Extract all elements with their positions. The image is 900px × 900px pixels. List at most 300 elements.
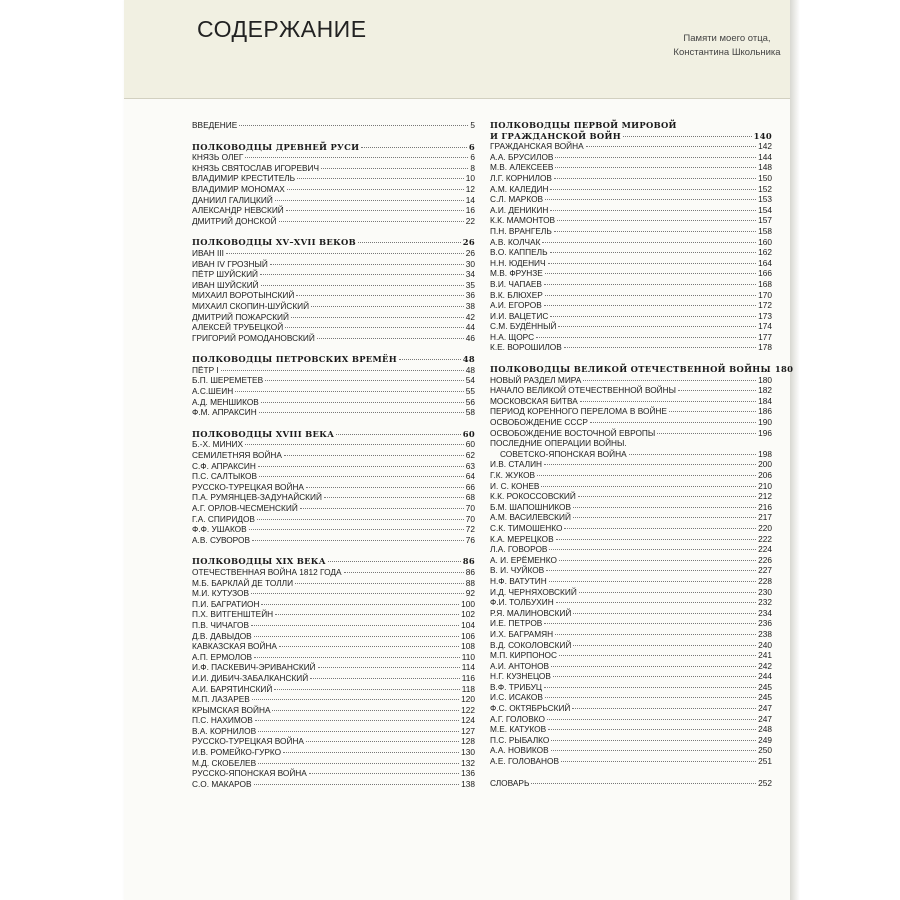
toc-entry[interactable] <box>490 311 772 322</box>
section-gap <box>192 343 475 354</box>
section-gap <box>490 353 772 364</box>
toc-entry[interactable] <box>192 747 475 758</box>
toc-page-number: 48 <box>465 364 475 375</box>
dot-leader <box>556 539 756 540</box>
toc-entry[interactable] <box>490 703 772 714</box>
toc-section-heading[interactable] <box>192 556 475 567</box>
toc-page-number: 30 <box>465 258 475 269</box>
dot-leader <box>564 347 756 348</box>
toc-entry[interactable] <box>490 523 772 534</box>
dot-leader <box>546 570 756 571</box>
dot-leader <box>239 125 468 126</box>
page-edge-shadow <box>790 0 800 900</box>
toc-entry[interactable] <box>192 758 475 769</box>
toc-entry[interactable] <box>192 216 475 227</box>
toc-entry[interactable] <box>192 503 475 514</box>
dot-leader <box>258 466 464 467</box>
toc-entry-title: Р.Я. МАЛИНОВСКИЙ <box>490 607 572 618</box>
page-title: СОДЕРЖАНИЕ <box>197 16 367 42</box>
toc-entry[interactable] <box>192 694 475 705</box>
toc-page-number: 164 <box>758 257 772 268</box>
toc-entry[interactable] <box>490 640 772 651</box>
toc-page-number: 72 <box>465 524 475 535</box>
toc-page-number: 177 <box>758 331 772 342</box>
toc-entry[interactable] <box>192 768 475 779</box>
toc-entry[interactable] <box>490 692 772 703</box>
toc-entry[interactable] <box>490 565 772 576</box>
dot-leader <box>561 761 756 762</box>
toc-page-number: 234 <box>758 607 772 618</box>
toc-entry[interactable] <box>490 215 772 226</box>
toc-page-number: 55 <box>465 386 475 397</box>
toc-entry-title: К.А. МЕРЕЦКОВ <box>490 533 554 544</box>
toc-entry[interactable] <box>192 386 475 397</box>
toc-entry[interactable] <box>490 682 772 693</box>
toc-page-number: 230 <box>758 586 772 597</box>
toc-entry[interactable] <box>192 588 475 599</box>
toc-entry[interactable] <box>192 301 475 312</box>
dot-leader <box>579 592 756 593</box>
toc-entry-title: МИХАИЛ СКОПИН-ШУЙСКИЙ <box>192 300 310 311</box>
toc-entry-title: Ф.Ф. УШАКОВ <box>192 524 247 535</box>
toc-entry[interactable] <box>490 205 772 216</box>
dot-leader <box>310 678 460 679</box>
toc-page-number: 228 <box>758 575 772 586</box>
toc-page-number: 182 <box>758 385 772 396</box>
dot-leader <box>399 359 461 360</box>
toc-entry[interactable] <box>490 152 772 163</box>
toc-entry-title: В.А. КОРНИЛОВ <box>192 725 257 736</box>
dot-leader <box>259 476 464 477</box>
toc-entry[interactable] <box>192 184 475 195</box>
toc-entry[interactable] <box>490 449 772 460</box>
toc-entry-title: МИХАИЛ ВОРОТЫНСКИЙ <box>192 290 295 301</box>
toc-page-number: 140 <box>753 130 772 141</box>
toc-entry[interactable] <box>490 661 772 672</box>
dot-leader <box>559 560 756 561</box>
toc-page-number: 170 <box>758 289 772 300</box>
toc-page-number: 252 <box>758 777 772 788</box>
toc-entry[interactable] <box>192 631 475 642</box>
toc-entry[interactable] <box>490 470 772 481</box>
toc-entry-title: К.К. РОКОССОВСКИЙ <box>490 491 576 502</box>
toc-entry-title: ДМИТРИЙ ДОНСКОЙ <box>192 215 277 226</box>
toc-entry[interactable] <box>192 333 475 344</box>
toc-page-number: 224 <box>758 544 772 555</box>
toc-entry[interactable] <box>490 608 772 619</box>
toc-entry[interactable] <box>192 322 475 333</box>
toc-entry-title: СОВЕТСКО-ЯПОНСКАЯ ВОЙНА <box>500 448 627 459</box>
toc-entry-title: ДМИТРИЙ ПОЖАРСКИЙ <box>192 311 289 322</box>
dot-leader <box>551 750 757 751</box>
toc-page-number: 180 <box>758 374 772 385</box>
toc-page-number: 64 <box>465 471 475 482</box>
section-gap <box>490 767 772 778</box>
toc-entry-title: М.В. ФРУНЗЕ <box>490 268 543 279</box>
dot-leader <box>556 602 756 603</box>
dot-leader <box>245 444 464 445</box>
toc-entry[interactable] <box>192 195 475 206</box>
toc-page-number: 12 <box>465 183 475 194</box>
toc-entry-title: П.В. ЧИЧАГОВ <box>192 619 249 630</box>
toc-page-number: 217 <box>758 512 772 523</box>
toc-entry-title: КАВКАЗСКАЯ ВОЙНА <box>192 641 277 652</box>
toc-page-number: 86 <box>465 566 475 577</box>
toc-page-number: 58 <box>465 407 475 418</box>
toc-page-number: 110 <box>461 651 475 662</box>
toc-page-number: 6 <box>470 152 475 163</box>
toc-page-number: 206 <box>758 470 772 480</box>
toc-entry[interactable] <box>490 342 772 353</box>
dot-leader <box>572 708 756 709</box>
dot-leader <box>547 719 756 720</box>
toc-entry[interactable] <box>490 428 772 439</box>
toc-entry-title: ПЁТР ШУЙСКИЙ <box>192 269 258 280</box>
toc-entry[interactable] <box>192 152 475 163</box>
dot-leader <box>261 604 459 605</box>
toc-entry-title: ДАНИИЛ ГАЛИЦКИЙ <box>192 194 273 205</box>
toc-entry[interactable] <box>490 756 772 767</box>
toc-entry-title: И.Д. ЧЕРНЯХОВСКИЙ <box>490 586 577 597</box>
toc-entry[interactable] <box>490 321 772 332</box>
toc-entry-title: В.Ф. ТРИБУЦ <box>490 681 542 692</box>
toc-page-number: 216 <box>758 501 772 512</box>
toc-entry-title: И.Е. ПЕТРОВ <box>490 618 543 629</box>
dot-leader <box>549 549 756 550</box>
dot-leader <box>678 390 756 391</box>
toc-entry-title: К.Е. ВОРОШИЛОВ <box>490 342 562 353</box>
toc-entry-title: ОСВОБОЖДЕНИЕ СССР <box>490 417 588 428</box>
toc-entry[interactable] <box>490 534 772 545</box>
toc-page-number: 48 <box>462 354 475 365</box>
dot-leader <box>283 752 459 753</box>
toc-page-number: 174 <box>758 321 772 332</box>
toc-entry[interactable] <box>490 375 772 386</box>
toc-page-number: 232 <box>758 597 772 608</box>
toc-page-number: 26 <box>465 247 475 258</box>
toc-entry-title: АЛЕКСАНДР НЕВСКИЙ <box>192 205 284 216</box>
toc-entry[interactable] <box>490 481 772 492</box>
toc-entry-title: И.И. ДИБИЧ-ЗАБАЛКАНСКИЙ <box>192 672 309 683</box>
toc-entry-title: СЕМИЛЕТНЯЯ ВОЙНА <box>192 450 282 461</box>
dot-leader <box>669 411 756 412</box>
toc-entry-title: КНЯЗЬ СВЯТОСЛАВ ИГОРЕВИЧ <box>192 162 320 173</box>
toc-section-heading[interactable] <box>490 120 772 131</box>
toc-entry[interactable] <box>192 535 475 546</box>
toc-page-number: 249 <box>758 734 772 745</box>
toc-entry-title: М.Е. КАТУКОВ <box>490 724 547 735</box>
dot-leader <box>344 572 464 573</box>
toc-entry[interactable] <box>490 184 772 195</box>
toc-section-heading[interactable] <box>490 131 772 142</box>
dot-leader <box>275 200 464 201</box>
dot-leader <box>573 645 756 646</box>
toc-entry[interactable] <box>490 597 772 608</box>
toc-entry[interactable] <box>192 715 475 726</box>
toc-entry[interactable] <box>192 662 475 673</box>
toc-entry-title: А.И. ДЕНИКИН <box>490 204 549 215</box>
toc-entry[interactable] <box>490 173 772 184</box>
dot-leader <box>545 273 756 274</box>
toc-entry[interactable] <box>192 514 475 525</box>
toc-entry[interactable] <box>192 578 475 589</box>
toc-entry[interactable] <box>192 492 475 503</box>
toc-entry-title: ГРАЖДАНСКАЯ ВОЙНА <box>490 141 584 152</box>
dot-leader <box>254 636 459 637</box>
toc-page-number: 157 <box>758 215 772 226</box>
dot-leader <box>545 199 756 200</box>
dot-leader <box>306 741 459 742</box>
toc-page-number: 247 <box>758 713 772 724</box>
toc-entry[interactable] <box>192 407 475 418</box>
toc-entry[interactable] <box>192 439 475 450</box>
toc-entry-title: НАЧАЛО ВЕЛИКОЙ ОТЕЧЕСТВЕННОЙ ВОЙНЫ <box>490 385 676 396</box>
dot-leader <box>590 422 756 423</box>
toc-entry[interactable] <box>192 524 475 535</box>
toc-page-number: 184 <box>758 395 772 406</box>
toc-page-number: 136 <box>461 768 475 779</box>
toc-page-number: 102 <box>461 609 475 620</box>
toc-entry[interactable] <box>192 269 475 280</box>
toc-page-number: 200 <box>758 459 772 470</box>
toc-entry-title: Ф.М. АПРАКСИН <box>192 407 257 418</box>
toc-page-number: 10 <box>465 173 475 184</box>
dot-leader <box>328 561 461 562</box>
toc-entry-title: МОСКОВСКАЯ БИТВА <box>490 395 578 406</box>
section-gap <box>192 131 475 142</box>
toc-entry[interactable] <box>192 620 475 631</box>
dot-leader <box>324 497 464 498</box>
toc-page-number: 168 <box>758 278 772 289</box>
toc-entry-title: А.М. ВАСИЛЕВСКИЙ <box>490 512 571 523</box>
dot-leader <box>541 486 756 487</box>
toc-entry[interactable] <box>490 576 772 587</box>
toc-page-number: 36 <box>465 290 475 301</box>
toc-entry-title: АЛЕКСЕЙ ТРУБЕЦКОЙ <box>192 322 284 333</box>
toc-entry[interactable] <box>192 120 475 131</box>
toc-entry[interactable] <box>192 173 475 184</box>
dot-leader <box>252 540 464 541</box>
toc-entry[interactable] <box>192 726 475 737</box>
toc-entry[interactable] <box>490 258 772 269</box>
toc-page-number: 196 <box>758 427 772 438</box>
toc-entry[interactable] <box>192 280 475 291</box>
toc-entry[interactable] <box>192 609 475 620</box>
toc-entry-title: П.Н. ВРАНГЕЛЬ <box>490 225 552 236</box>
toc-entry[interactable] <box>192 375 475 386</box>
toc-entry[interactable] <box>192 641 475 652</box>
dot-leader <box>555 167 756 168</box>
toc-entry[interactable] <box>490 417 772 428</box>
dot-leader <box>551 740 756 741</box>
toc-page-number: 154 <box>758 204 772 215</box>
toc-entry[interactable] <box>490 650 772 661</box>
toc-entry[interactable] <box>490 491 772 502</box>
toc-entry[interactable] <box>490 512 772 523</box>
toc-entry[interactable] <box>192 397 475 408</box>
dot-leader <box>259 412 464 413</box>
toc-entry[interactable] <box>490 555 772 566</box>
toc-entry[interactable] <box>490 778 772 789</box>
toc-entry[interactable] <box>192 673 475 684</box>
toc-page-number: 100 <box>461 598 475 609</box>
toc-entry[interactable] <box>192 482 475 493</box>
dot-leader <box>270 264 464 265</box>
dot-leader <box>548 729 756 730</box>
toc-entry[interactable] <box>490 290 772 301</box>
toc-entry-title: ВЛАДИМИР МОНОМАХ <box>192 183 285 194</box>
toc-entry[interactable] <box>192 205 475 216</box>
toc-entry[interactable] <box>490 714 772 725</box>
toc-page-number: 116 <box>461 672 475 683</box>
toc-entry[interactable] <box>490 268 772 279</box>
toc-entry-title: ИВАН III <box>192 247 224 258</box>
toc-page-number: 238 <box>758 628 772 639</box>
toc-entry-title: Б.-Х. МИНИХ <box>192 439 244 450</box>
dot-leader <box>291 317 464 318</box>
toc-entry-title: М.В. АЛЕКСЕЕВ <box>490 162 554 173</box>
toc-page-number: 128 <box>461 736 475 747</box>
toc-entry-title: И.В. СТАЛИН <box>490 459 543 470</box>
dot-leader <box>309 773 459 774</box>
dot-leader <box>285 327 464 328</box>
toc-page-number: 150 <box>758 172 772 183</box>
toc-entry[interactable] <box>490 194 772 205</box>
toc-entry[interactable] <box>490 438 772 449</box>
toc-page-number: 54 <box>465 375 475 386</box>
toc-entry[interactable] <box>192 259 475 270</box>
toc-entry[interactable] <box>490 724 772 735</box>
toc-entry[interactable] <box>192 365 475 376</box>
toc-entry-title: А.И. ЕГОРОВ <box>490 300 542 311</box>
toc-entry-title: А.И. АНТОНОВ <box>490 660 550 671</box>
dot-leader <box>558 326 756 327</box>
toc-entry[interactable] <box>490 745 772 756</box>
toc-entry-title: А.С.ШЕИН <box>192 386 234 397</box>
toc-section-heading[interactable] <box>192 237 475 248</box>
dot-leader <box>548 263 757 264</box>
toc-entry[interactable] <box>490 587 772 598</box>
dot-leader <box>550 189 756 190</box>
toc-page-number: 16 <box>465 205 475 216</box>
dot-leader <box>260 274 464 275</box>
toc-entry[interactable] <box>192 290 475 301</box>
toc-entry[interactable] <box>490 237 772 248</box>
toc-entry[interactable] <box>490 629 772 640</box>
toc-entry[interactable] <box>192 163 475 174</box>
dot-leader <box>550 210 756 211</box>
toc-entry[interactable] <box>490 618 772 629</box>
toc-page-number: 226 <box>758 554 772 565</box>
toc-page-number: 86 <box>462 556 475 567</box>
toc-page-number: 198 <box>758 448 772 459</box>
toc-entry[interactable] <box>192 779 475 790</box>
dot-leader <box>580 401 756 402</box>
toc-entry[interactable] <box>192 248 475 259</box>
toc-entry-title: ПЕРИОД КОРЕННОГО ПЕРЕЛОМА В ВОЙНЕ <box>490 406 667 417</box>
toc-page-number: 14 <box>465 194 475 205</box>
toc-entry[interactable] <box>192 652 475 663</box>
toc-entry[interactable] <box>490 300 772 311</box>
toc-section-heading[interactable] <box>490 364 794 375</box>
toc-section-heading[interactable] <box>192 354 475 365</box>
toc-page-number: 106 <box>461 630 475 641</box>
dedication <box>668 32 786 60</box>
toc-entry[interactable] <box>192 736 475 747</box>
dot-leader <box>623 136 752 137</box>
toc-entry[interactable] <box>192 599 475 610</box>
toc-entry-title: С.К. ТИМОШЕНКО <box>490 522 563 533</box>
dot-leader <box>251 593 464 594</box>
toc-entry[interactable] <box>490 162 772 173</box>
toc-entry-title: П.Х. ВИТГЕНШТЕЙН <box>192 609 274 620</box>
toc-entry-title: Б.П. ШЕРЕМЕТЕВ <box>192 375 264 386</box>
toc-entry[interactable] <box>490 385 772 396</box>
toc-entry[interactable] <box>490 502 772 513</box>
toc-entry-title: Б.М. ШАПОШНИКОВ <box>490 501 572 512</box>
toc-entry-title: Н.Ф. ВАТУТИН <box>490 575 547 586</box>
toc-page-number: 173 <box>758 310 772 321</box>
toc-entry[interactable] <box>490 226 772 237</box>
toc-entry[interactable] <box>490 247 772 258</box>
dot-leader <box>550 316 756 317</box>
toc-entry[interactable] <box>192 312 475 323</box>
toc-entry[interactable] <box>490 396 772 407</box>
toc-page-number: 160 <box>758 236 772 247</box>
toc-section-heading[interactable] <box>192 142 475 153</box>
toc-entry-title: А.Г. ГОЛОВКО <box>490 713 545 724</box>
toc-entry-title: ВЛАДИМИР КРЕСТИТЕЛЬ <box>192 173 296 184</box>
dot-leader <box>573 613 756 614</box>
toc-entry[interactable] <box>192 461 475 472</box>
dot-leader <box>553 676 756 677</box>
toc-page-number: 127 <box>461 725 475 736</box>
toc-entry[interactable] <box>490 332 772 343</box>
toc-entry[interactable] <box>490 671 772 682</box>
toc-entry[interactable] <box>192 705 475 716</box>
toc-entry[interactable] <box>490 406 772 417</box>
dot-leader <box>252 699 459 700</box>
toc-entry-title: С.Л. МАРКОВ <box>490 194 544 205</box>
toc-section-heading[interactable] <box>192 429 475 440</box>
dot-leader <box>555 157 756 158</box>
toc-entry[interactable] <box>192 450 475 461</box>
toc-entry[interactable] <box>490 141 772 152</box>
toc-entry[interactable] <box>490 459 772 470</box>
dot-leader <box>274 689 459 690</box>
toc-entry-title: И.Х. БАГРАМЯН <box>490 628 554 639</box>
toc-entry[interactable] <box>490 544 772 555</box>
toc-entry-title: М.П. КИРПОНОС <box>490 650 557 661</box>
toc-page-number: 44 <box>465 322 475 333</box>
dedication-line-2: Константина Школьника <box>673 47 781 58</box>
toc-entry-title: КНЯЗЬ ОЛЕГ <box>192 152 244 163</box>
toc-entry[interactable] <box>490 735 772 746</box>
dot-leader <box>361 147 467 148</box>
toc-entry[interactable] <box>192 471 475 482</box>
toc-entry-title: А.А. НОВИКОВ <box>490 745 549 756</box>
section-gap <box>192 226 475 237</box>
toc-entry-title: Д.В. ДАВЫДОВ <box>192 630 252 641</box>
toc-page-number: 222 <box>758 533 772 544</box>
toc-entry[interactable] <box>490 279 772 290</box>
dot-leader <box>279 646 459 647</box>
toc-page-number: 60 <box>465 439 475 450</box>
toc-entry-title: ПОСЛЕДНИЕ ОПЕРАЦИИ ВОЙНЫ. <box>490 438 627 449</box>
toc-entry-title: И.С. ИСАКОВ <box>490 692 543 703</box>
toc-entry[interactable] <box>192 684 475 695</box>
toc-entry[interactable] <box>192 567 475 578</box>
